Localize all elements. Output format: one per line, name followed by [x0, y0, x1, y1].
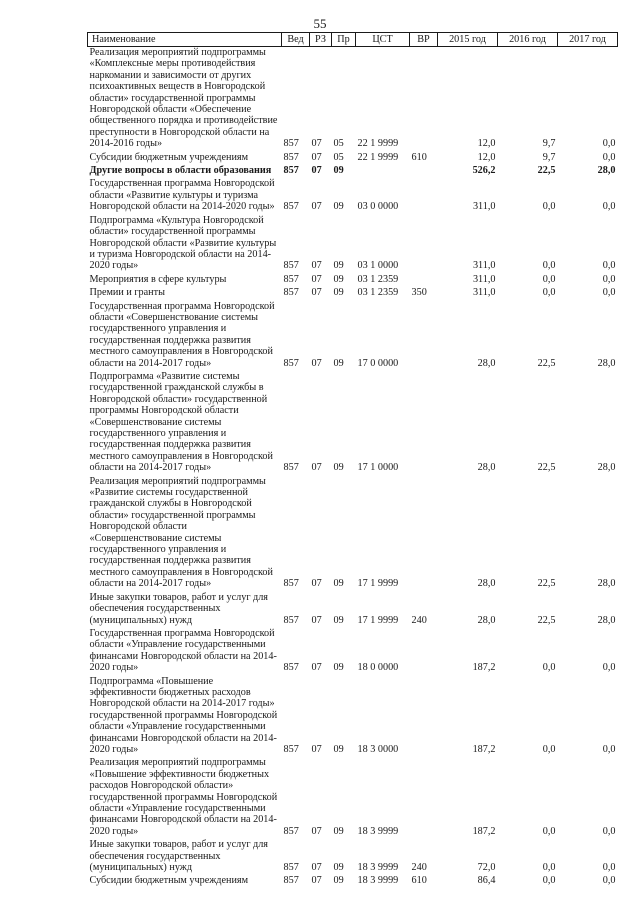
row-value-2016: 22,5 — [537, 578, 556, 590]
row-name: Государственная программа Новгородской области «Совершенствование системы государственного управления и государственная поддержка развития местного самоуправления в Новгородской области на 2014-2017 годы» — [89, 300, 275, 369]
table-row — [88, 287, 618, 300]
row-vr — [410, 47, 438, 152]
row-value-2015: 311,0 — [472, 260, 496, 272]
row-name: Подпрограмма «Развитие системы государственной гражданской службы в Новгородской области» государственной программы Новгородской области «Совершенствование системы государственного управления и государственная поддержка развития местного самоуправления в Новгородской области на 2014-2017 годы» — [89, 370, 273, 474]
table-header — [88, 33, 618, 47]
row-pr: 09 — [333, 462, 344, 474]
row-vr — [410, 301, 438, 371]
row-value-2016: 0,0 — [542, 743, 556, 755]
row-pr: 09 — [333, 862, 344, 874]
row-ved: 857 — [283, 138, 299, 150]
row-value-2015: 86,4 — [477, 875, 496, 887]
row-pr: 05 — [333, 151, 344, 163]
table-row — [88, 165, 618, 178]
row-rz: 07 — [311, 273, 322, 285]
row-pr: 09 — [333, 614, 344, 626]
row-value-2015: 526,2 — [472, 165, 496, 177]
row-value-2016: 0,0 — [542, 201, 556, 213]
row-cst: 03 0 0000 — [357, 201, 399, 213]
row-rz: 07 — [311, 743, 322, 755]
row-value-2015: 72,0 — [477, 862, 496, 874]
column-header-2016: 2016 год — [498, 33, 558, 47]
row-ved: 857 — [283, 743, 299, 755]
row-name: Реализация мероприятий подпрограммы «Развитие системы государственной гражданской службы в Новгородской области» государственной программы Новгородской области «Совершенствование системы государственного управления и государственная поддержка развития местного самоуправления в Новгородской области на 2014-2017 годы» — [89, 475, 273, 590]
row-value-2016: 9,7 — [542, 151, 556, 163]
row-cst: 22 1 9999 — [357, 151, 399, 163]
row-value-2017: 0,0 — [602, 138, 616, 150]
row-value-2016: 9,7 — [542, 138, 556, 150]
row-value-2016: 22,5 — [537, 165, 556, 177]
column-header-name: Наименование — [88, 33, 282, 47]
row-pr: 09 — [333, 357, 344, 369]
row-pr: 09 — [333, 273, 344, 285]
table-row — [88, 371, 618, 476]
row-vr — [410, 165, 438, 178]
row-value-2015: 28,0 — [477, 578, 496, 590]
row-name: Подпрограмма «Повышение эффективности бюджетных расходов Новгородской области на 2014-2017 годы» государственной программы Новгородской области «Управление государственными финансами Новгородской области на 2014-2020 годы» — [89, 675, 278, 755]
row-name: Государственная программа Новгородской области «Управление государственными финансами Новгородской области на 2014-2020 годы» — [89, 627, 277, 674]
row-pr: 09 — [333, 201, 344, 213]
row-value-2016: 0,0 — [542, 825, 556, 837]
column-header-ved: Вед — [282, 33, 310, 47]
row-value-2017: 0,0 — [602, 260, 616, 272]
row-pr: 09 — [333, 825, 344, 837]
row-pr: 09 — [333, 165, 344, 177]
table-row — [88, 301, 618, 371]
row-rz: 07 — [311, 260, 322, 272]
row-value-2015: 311,0 — [472, 273, 496, 285]
row-rz: 07 — [311, 138, 322, 150]
row-ved: 857 — [283, 287, 299, 299]
table-row — [88, 628, 618, 676]
row-value-2016: 0,0 — [542, 273, 556, 285]
row-pr: 09 — [333, 662, 344, 674]
row-value-2017: 0,0 — [602, 201, 616, 213]
row-rz: 07 — [311, 201, 322, 213]
row-vr: 610 — [411, 875, 427, 887]
row-cst: 03 1 0000 — [357, 260, 399, 272]
row-rz: 07 — [311, 165, 322, 177]
row-value-2017: 0,0 — [602, 743, 616, 755]
row-cst: 18 3 0000 — [357, 743, 399, 755]
row-ved: 857 — [283, 862, 299, 874]
row-ved: 857 — [283, 614, 299, 626]
row-rz: 07 — [311, 462, 322, 474]
row-ved: 857 — [283, 578, 299, 590]
row-cst: 18 3 9999 — [357, 875, 399, 887]
row-value-2015: 12,0 — [477, 151, 496, 163]
row-vr — [410, 476, 438, 592]
row-value-2017: 0,0 — [602, 862, 616, 874]
row-pr: 09 — [333, 260, 344, 272]
row-value-2017: 28,0 — [597, 578, 616, 590]
row-value-2015: 28,0 — [477, 614, 496, 626]
row-ved: 857 — [283, 662, 299, 674]
table-row — [88, 215, 618, 274]
row-value-2015: 187,2 — [472, 662, 496, 674]
row-name: Иные закупки товаров, работ и услуг для обеспечения государственных (муниципальных) нужд — [89, 591, 268, 626]
row-cst: 22 1 9999 — [357, 138, 399, 150]
row-name: Реализация мероприятий подпрограммы «Комплексные меры противодействия наркомании и зависимости от других психоактивных веществ в Новгородской области» государственной программы Новгородской области «Обеспечение общественного порядка и противодействие преступности в Новгородской области на 2014-2016 годы» — [89, 47, 278, 150]
row-cst — [356, 165, 410, 178]
table-row — [88, 178, 618, 214]
row-vr: 240 — [411, 614, 427, 626]
row-cst: 18 0 0000 — [357, 662, 399, 674]
row-ved: 857 — [283, 165, 299, 177]
row-vr — [410, 757, 438, 839]
row-value-2016: 22,5 — [537, 357, 556, 369]
row-vr: 610 — [411, 151, 427, 163]
row-vr — [410, 178, 438, 214]
row-rz: 07 — [311, 862, 322, 874]
row-name: Субсидии бюджетным учреждениям — [89, 875, 249, 887]
row-name: Субсидии бюджетным учреждениям — [89, 151, 249, 163]
column-header-cst: ЦСТ — [356, 33, 410, 47]
row-value-2017: 0,0 — [602, 151, 616, 163]
row-value-2017: 28,0 — [597, 614, 616, 626]
row-name: Мероприятия в сфере культуры — [89, 273, 227, 285]
row-value-2017: 0,0 — [602, 825, 616, 837]
row-pr: 09 — [333, 875, 344, 887]
table-row — [88, 274, 618, 287]
row-value-2016: 0,0 — [542, 662, 556, 674]
row-rz: 07 — [311, 825, 322, 837]
row-value-2016: 0,0 — [542, 875, 556, 887]
row-value-2017: 0,0 — [602, 662, 616, 674]
row-vr — [410, 274, 438, 287]
row-value-2017: 0,0 — [602, 875, 616, 887]
row-pr: 09 — [333, 287, 344, 299]
row-rz: 07 — [311, 662, 322, 674]
row-cst: 17 1 9999 — [357, 614, 399, 626]
row-value-2017: 0,0 — [602, 273, 616, 285]
row-vr — [410, 676, 438, 758]
row-ved: 857 — [283, 151, 299, 163]
column-header-2015: 2015 год — [438, 33, 498, 47]
row-name: Другие вопросы в области образования — [89, 165, 272, 177]
row-value-2015: 187,2 — [472, 743, 496, 755]
row-value-2016: 22,5 — [537, 462, 556, 474]
row-rz: 07 — [311, 287, 322, 299]
row-vr — [410, 215, 438, 274]
row-value-2016: 0,0 — [542, 862, 556, 874]
row-cst: 03 1 2359 — [357, 273, 399, 285]
row-name: Реализация мероприятий подпрограммы «Повышение эффективности бюджетных расходов Новгородской области» государственной программы Новгородской области «Управление государственными финансами Новгородской области на 2014-2020 годы» — [89, 757, 278, 837]
row-ved: 857 — [283, 462, 299, 474]
table-row — [88, 676, 618, 758]
row-value-2015: 311,0 — [472, 287, 496, 299]
row-ved: 857 — [283, 273, 299, 285]
column-header-pr: Пр — [332, 33, 356, 47]
column-header-vr: ВР — [410, 33, 438, 47]
row-ved: 857 — [283, 875, 299, 887]
row-value-2015: 12,0 — [477, 138, 496, 150]
table-row — [88, 875, 618, 888]
row-cst: 03 1 2359 — [357, 287, 399, 299]
column-header-2017: 2017 год — [558, 33, 618, 47]
row-value-2015: 311,0 — [472, 201, 496, 213]
row-name: Иные закупки товаров, работ и услуг для обеспечения государственных (муниципальных) нужд — [89, 839, 268, 874]
table-row — [88, 592, 618, 628]
row-vr: 240 — [411, 862, 427, 874]
row-ved: 857 — [283, 260, 299, 272]
row-rz: 07 — [311, 578, 322, 590]
row-value-2015: 187,2 — [472, 825, 496, 837]
row-ved: 857 — [283, 825, 299, 837]
row-vr — [410, 371, 438, 476]
row-ved: 857 — [283, 357, 299, 369]
row-rz: 07 — [311, 357, 322, 369]
row-rz: 07 — [311, 614, 322, 626]
row-vr: 350 — [411, 287, 427, 299]
row-cst: 18 3 9999 — [357, 862, 399, 874]
row-pr: 05 — [333, 138, 344, 150]
table-row — [88, 757, 618, 839]
column-header-rz: РЗ — [310, 33, 332, 47]
row-name: Государственная программа Новгородской области «Развитие культуры и туризма Новгородской области на 2014-2020 годы» — [89, 178, 275, 213]
table-row — [88, 152, 618, 165]
budget-table — [87, 32, 618, 889]
page-number: 55 — [313, 16, 327, 31]
table-row — [88, 47, 618, 152]
row-vr — [410, 628, 438, 676]
row-name: Премии и гранты — [89, 287, 165, 299]
row-value-2017: 28,0 — [597, 462, 616, 474]
row-pr: 09 — [333, 743, 344, 755]
table-row — [88, 839, 618, 875]
row-value-2016: 22,5 — [537, 614, 556, 626]
row-rz: 07 — [311, 151, 322, 163]
row-value-2016: 0,0 — [542, 287, 556, 299]
row-cst: 17 0 0000 — [357, 357, 399, 369]
row-value-2015: 28,0 — [477, 357, 496, 369]
row-name: Подпрограмма «Культура Новгородской области» государственной программы Новгородской области «Развитие культуры и туризма Новгородской области на 2014-2020 годы» — [89, 214, 277, 272]
row-cst: 17 1 9999 — [357, 578, 399, 590]
row-value-2017: 28,0 — [597, 165, 616, 177]
row-cst: 18 3 9999 — [357, 825, 399, 837]
row-value-2017: 0,0 — [602, 287, 616, 299]
row-ved: 857 — [283, 201, 299, 213]
row-pr: 09 — [333, 578, 344, 590]
row-value-2016: 0,0 — [542, 260, 556, 272]
row-value-2015: 28,0 — [477, 462, 496, 474]
row-rz: 07 — [311, 875, 322, 887]
row-value-2017: 28,0 — [597, 357, 616, 369]
table-row — [88, 476, 618, 592]
row-cst: 17 1 0000 — [357, 462, 399, 474]
